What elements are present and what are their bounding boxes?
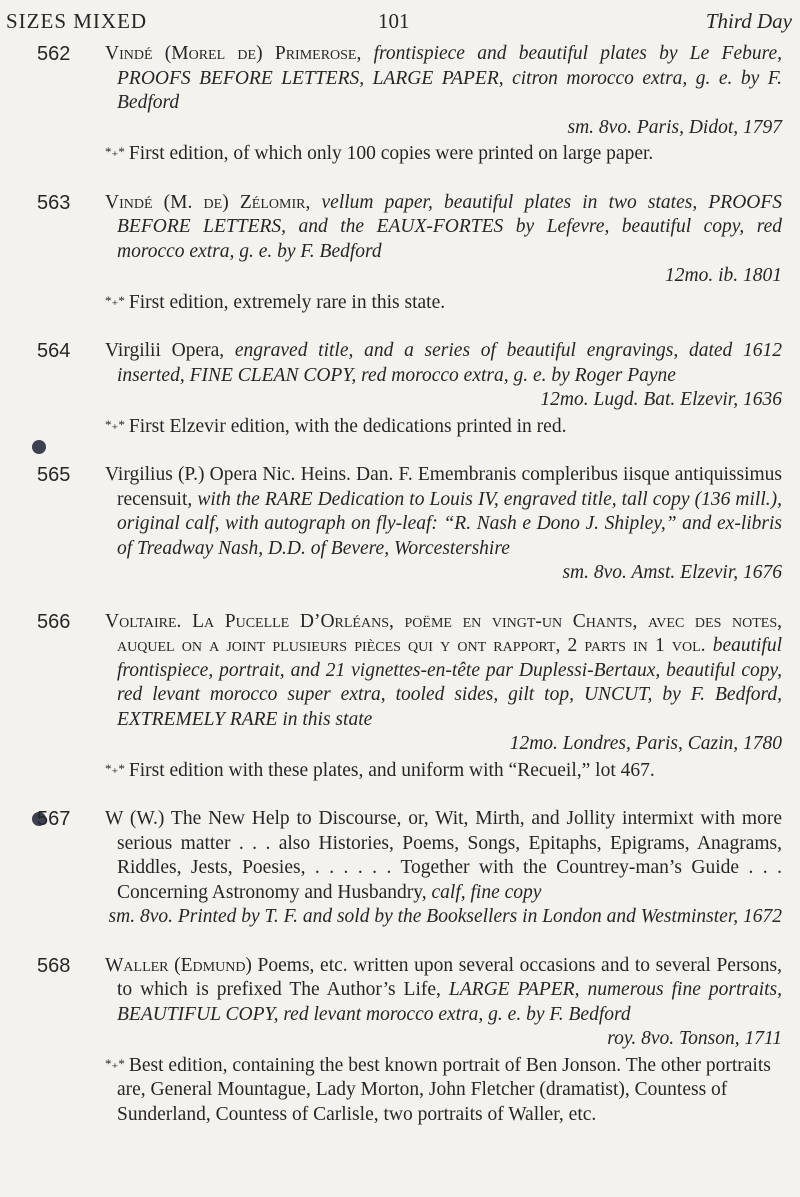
lot-description [105,807,782,905]
lot-number: 567 [37,808,71,830]
page-header [0,6,800,36]
lot-author: Voltaire. [105,610,182,632]
lot-imprint: roy. 8vo. Tonson, 1711 [607,1028,782,1049]
lot-title: Zélomir, [239,191,311,213]
lot-imprint: 12mo. Londres, Paris, Cazin, 1780 [509,733,782,754]
lot-details: vellum paper, beautiful plates in two states, PROOFS BEFORE LETTERS, and the EAUX-FORTES by Lefevre, beautiful copy, red morocco extra, g. e. by F. Bedford [117,191,783,262]
sale-day: Third Day [705,9,792,33]
lot-details: frontispiece and beautiful plates by Le Febure, PROOFS BEFORE LETTERS, LARGE PAPER, citron morocco extra, g. e. by F. Bedford [117,43,783,113]
asterisks-icon: *₊* [105,292,125,308]
lot-number: 565 [37,464,71,486]
lot-imprint: sm. 8vo. Paris, Didot, 1797 [567,116,782,138]
lot-565 [0,463,800,586]
lot-title: Poems, etc. written upon several occasions and to several Persons, to which is prefixed The Author’s Life, [117,954,782,1000]
lot-note: *₊* Best edition, containing the best known portrait of Ben Jonson. The other portraits are, General Mountague, Lady Morton, John Fletcher (dramatist), Countess of Sunderland, Countess of Carlisle, two portraits of Waller, etc. [105,1054,771,1125]
page-number: 101 [378,9,410,33]
lot-note: *₊* First Elzevir edition, with the dedications printed in red. [105,415,567,437]
lot-imprint: sm. 8vo. Amst. Elzevir, 1676 [562,562,782,583]
lot-note: *₊* First edition with these plates, and uniform with “Recueil,” lot 467. [105,759,655,781]
asterisks-icon: *₊* [105,1055,125,1071]
lot-description [105,42,782,116]
lot-description [105,191,782,265]
lot-563 [0,191,800,316]
lot-title: Opera Nic. Heins. Dan. F. Emembranis compleribus iisque antiquissimus recensuit, [117,464,783,510]
lot-number: 564 [37,340,71,362]
lot-imprint: 12mo. Lugd. Bat. Elzevir, 1636 [540,389,782,410]
lot-567 [0,807,800,930]
catalogue-entries [0,42,800,1151]
lot-title: The New Help to Discourse, or, Wit, Mirth, and Jollity intermixt with more serious matter . . . also Histories, Poems, Songs, Epitaphs, Epigrams, Anagrams, Riddles, Jests, Poesies, . . . . . . Together with the Countrey-man’s Guide . . . Concerning Astronomy and Husbandry, [117,808,782,903]
asterisks-icon: *₊* [105,760,125,776]
lot-details: engraved title, and a series of beautiful engravings, dated 1612 inserted, FINE CLEAN COPY, red morocco extra, g. e. by Roger Payne [117,340,783,386]
lot-description [105,954,782,1028]
asterisks-icon: *₊* [105,144,125,159]
lot-author: W (W.) [105,808,165,829]
lot-imprint: 12mo. ib. 1801 [665,265,782,286]
lot-author: Virgilii [105,340,161,361]
lot-author: Vindé (Morel de) [105,43,263,64]
lot-description [105,463,782,561]
lot-details: beautiful frontispiece, portrait, and 21 vignettes-en-tête par Duplessi-Bertaux, beautiful copy, red levant morocco super extra, tooled sides, gilt top, UNCUT, by F. Bedford, EXTREMELY RARE in this state [117,635,783,730]
section-heading: SIZES MIXED [6,9,148,33]
lot-number: 563 [37,191,71,214]
lot-note: *₊* First edition, of which only 100 copies were printed on large paper. [105,143,654,164]
lot-details: calf, fine copy [431,881,542,903]
lot-details: with the RARE Dedication to Louis IV, engraved title, tall copy (136 mill.), original calf, with autograph on fly-leaf: “R. Nash e Dono J. Shipley,” and ex-libris of Treadway Nash, D.D. of Bevere, Worcestershire [117,488,783,559]
lot-details: LARGE PAPER, numerous fine portraits, BEAUTIFUL COPY, red levant morocco extra, g. e. by F. Bedford [117,979,782,1025]
lot-author: Virgilius (P.) [105,464,205,485]
lot-author: Vindé (M. de) [105,191,229,213]
lot-description [105,339,782,388]
lot-number: 566 [37,610,71,633]
lot-564 [0,339,800,439]
lot-imprint: sm. 8vo. Printed by T. F. and sold by the Booksellers in London and Westminster, 1672 [108,906,782,927]
lot-562 [0,42,800,167]
lot-566 [0,610,800,784]
lot-title: Primerose, [274,43,362,64]
lot-title: Opera, [171,340,225,361]
lot-note: *₊* First edition, extremely rare in this state. [105,291,446,313]
lot-568 [0,954,800,1128]
lot-title: La Pucelle D’Orléans, poëme en vingt-un Chants, avec des notes, auquel on a joint plusieurs pièces qui y ont rapport, 2 parts in 1 vol. [117,610,782,656]
lot-description [105,610,782,733]
asterisks-icon: *₊* [105,416,125,432]
lot-number: 562 [37,43,71,65]
lot-author: Waller (Edmund) [105,954,252,976]
lot-number: 568 [37,954,71,977]
